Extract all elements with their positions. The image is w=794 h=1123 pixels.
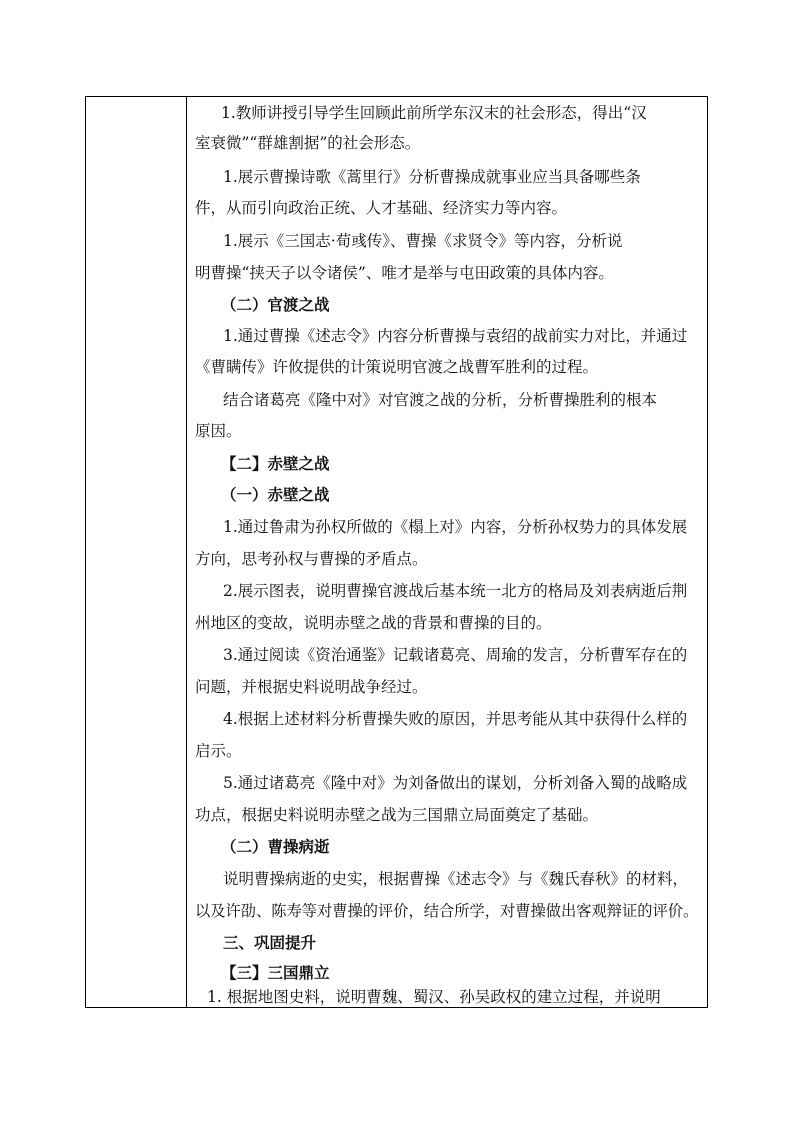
section-heading: （二）曹操病逝 — [221, 837, 330, 856]
paragraph-line: 件，从而引向政治正统、人才基础、经济实力等内容。 — [195, 199, 568, 217]
paragraph-line: 《曹瞒传》许攸提供的计策说明官渡之战曹军胜利的过程。 — [195, 358, 599, 376]
section-heading: 【三】三国鼎立 — [221, 963, 330, 982]
paragraph-line: 1.展示《三国志·荀彧传》、曹操《求贤令》等内容，分析说 — [223, 232, 623, 250]
table-label-cell — [86, 97, 187, 1007]
paragraph-line: 功点，根据史料说明赤壁之战为三国鼎立局面奠定了基础。 — [195, 806, 599, 824]
paragraph-line: 1. 根据地图史料，说明曹魏、蜀汉、孙吴政权的建立过程，并说明 — [207, 988, 661, 1006]
paragraph-line: 启示。 — [195, 742, 242, 760]
paragraph-line: 明曹操“挟天子以令诸侯”、唯才是举与屯田政策的具体内容。 — [195, 264, 614, 282]
section-heading: （二）官渡之战 — [221, 295, 330, 314]
paragraph-line: 1.展示曹操诗歌《蒿里行》分析曹操成就事业应当具备哪些条 — [223, 168, 641, 186]
paragraph-line: 4.根据上述材料分析曹操失败的原因，并思考能从其中获得什么样的 — [223, 710, 688, 728]
paragraph-line: 3.通过阅读《资治通鉴》记载诸葛亮、周瑜的发言，分析曹军存在的 — [223, 646, 688, 664]
section-heading: 三、巩固提升 — [223, 933, 317, 952]
paragraph-line: 原因。 — [195, 422, 242, 440]
paragraph-line: 问题，并根据史料说明战争经过。 — [195, 678, 428, 696]
paragraph-line: 5.通过诸葛亮《隆中对》为刘备做出的谋划，分析刘备入蜀的战略成 — [223, 774, 688, 792]
paragraph-line: 州地区的变故，说明赤壁之战的背景和曹操的目的。 — [195, 614, 552, 632]
paragraph-line: 1.通过鲁肃为孙权所做的《榻上对》内容，分析孙权势力的具体发展 — [223, 518, 688, 536]
paragraph-line: 以及许劭、陈寿等对曹操的评价，结合所学，对曹操做出客观辩证的评价。 — [195, 902, 699, 920]
table-content-cell — [187, 97, 707, 1007]
paragraph-line: 说明曹操病逝的史实，根据曹操《述志令》与《魏氏春秋》的材料， — [223, 870, 689, 888]
paragraph-line: 室衰微”“群雄割据”的社会形态。 — [195, 134, 421, 152]
paragraph-line: 1.教师讲授引导学生回顾此前所学东汉末的社会形态，得出“汉 — [221, 104, 647, 122]
paragraph-line: 1.通过曹操《述志令》内容分析曹操与袁绍的战前实力对比，并通过 — [223, 327, 688, 345]
lesson-plan-table — [85, 96, 708, 1008]
paragraph-line: 结合诸葛亮《隆中对》对官渡之战的分析，分析曹操胜利的根本 — [223, 391, 658, 409]
section-heading: （一）赤壁之战 — [221, 485, 330, 504]
paragraph-line: 2.展示图表，说明曹操官渡战后基本统一北方的格局及刘表病逝后荆 — [223, 582, 688, 600]
section-heading: 【二】赤壁之战 — [221, 454, 330, 473]
paragraph-line: 方向，思考孙权与曹操的矛盾点。 — [195, 550, 428, 568]
